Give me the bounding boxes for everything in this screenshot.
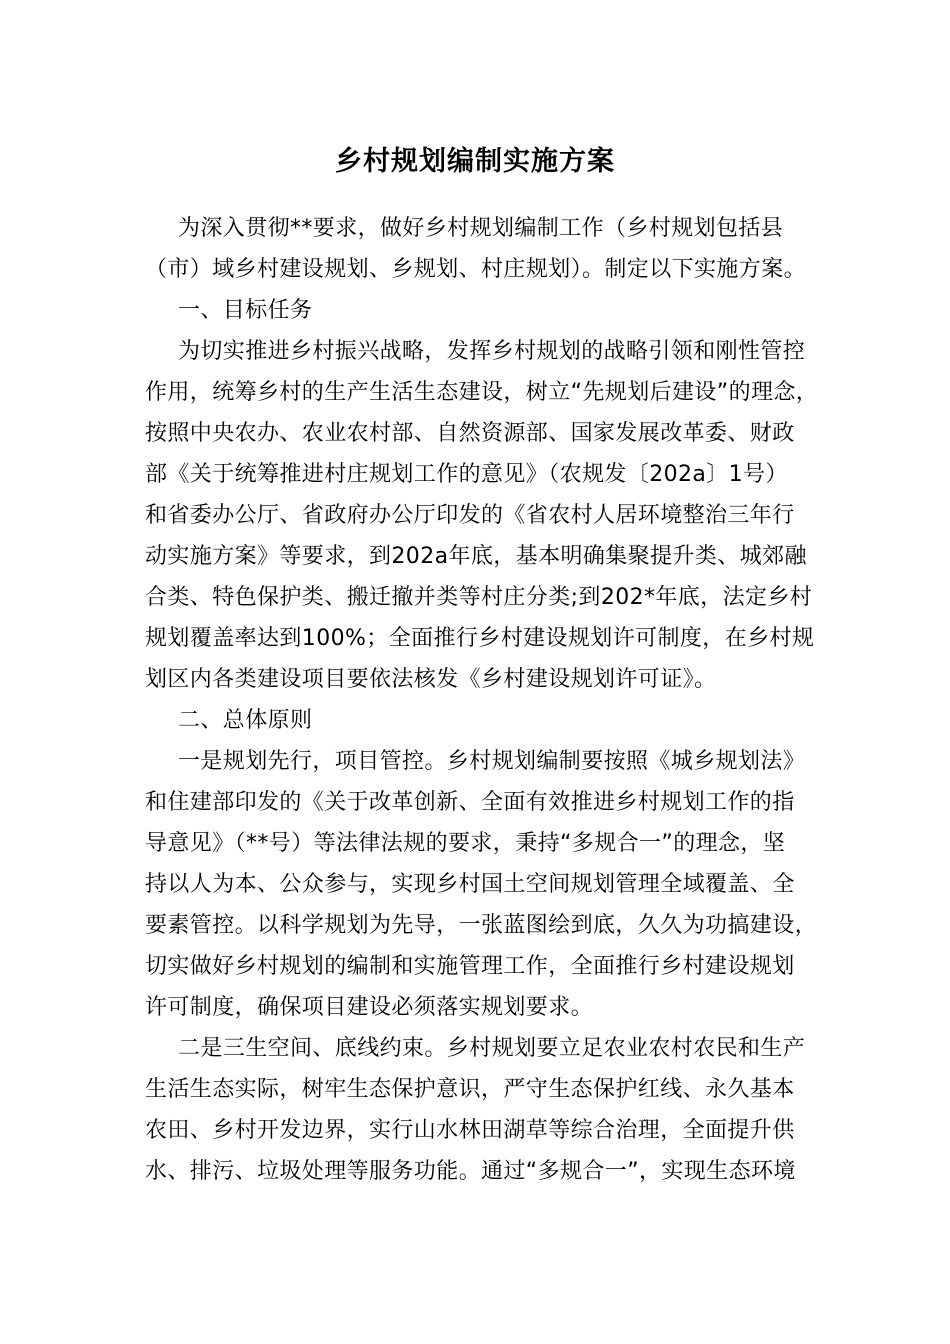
paragraph-line: 合类、特色保护类、搬迁撤并类等村庄分类;到202*年底，法定乡村 (145, 585, 813, 610)
paragraph-line: 许可制度，确保项目建设必须落实规划要求。 (145, 995, 594, 1020)
paragraph-line: 一、目标任务 (178, 298, 313, 323)
paragraph-line: 规划覆盖率达到100%；全面推行乡村建设规划许可制度，在乡村规 (145, 626, 815, 651)
paragraph-line: （市）域乡村建设规划、乡规划、村庄规划）。制定以下实施方案。 (145, 257, 807, 282)
paragraph-line: 为深入贯彻**要求，做好乡村规划编制工作（乡村规划包括县 (178, 216, 784, 241)
paragraph-line: 生活生态实际，树牢生态保护意识，严守生态保护红线、永久基本 (145, 1077, 795, 1102)
document-body (145, 208, 845, 1192)
paragraph-line: 作用，统筹乡村的生产生活生态建设，树立“先规划后建设”的理念， (145, 380, 819, 405)
paragraph-line: 二是三生空间、底线约束。乡村规划要立足农业农村农民和生产 (178, 1036, 806, 1061)
paragraph-line: 要素管控。以科学规划为先导，一张蓝图绘到底，久久为功搞建设， (145, 913, 818, 938)
paragraph-line: 和省委办公厅、省政府办公厅印发的《省农村人居环境整治三年行 (145, 503, 795, 528)
paragraph-line: 动实施方案》等要求，到202a年底，基本明确集聚提升类、城郊融 (145, 544, 807, 569)
paragraph-line: 导意见》（**号）等法律法规的要求，秉持“多规合一”的理念，坚 (145, 831, 786, 856)
paragraph-line: 划区内各类建设项目要依法核发《乡村建设规划许可证》。 (145, 667, 717, 692)
paragraph-line: 农田、乡村开发边界，实行山水林田湖草等综合治理，全面提升供 (145, 1118, 795, 1143)
paragraph-line: 按照中央农办、农业农村部、自然资源部、国家发展改革委、财政 (145, 421, 795, 446)
paragraph-line: 一是规划先行，项目管控。乡村规划编制要按照《城乡规划法》 (178, 749, 806, 774)
paragraph-line: 为切实推进乡村振兴战略，发挥乡村规划的战略引领和刚性管控 (178, 339, 806, 364)
paragraph-line: 持以人为本、公众参与，实现乡村国土空间规划管理全域覆盖、全 (145, 872, 795, 897)
paragraph-line: 部《关于统筹推进村庄规划工作的意见》（农规发〔202a〕1号） (145, 462, 788, 487)
document-title: 乡村规划编制实施方案 (335, 146, 615, 177)
paragraph-line: 二、总体原则 (178, 708, 313, 733)
paragraph-line: 切实做好乡村规划的编制和实施管理工作，全面推行乡村建设规划 (145, 954, 795, 979)
paragraph-line: 和住建部印发的《关于改革创新、全面有效推进乡村规划工作的指 (145, 790, 795, 815)
paragraph-line: 水、排污、垃圾处理等服务功能。通过“多规合一”，实现生态环境 (145, 1159, 796, 1184)
